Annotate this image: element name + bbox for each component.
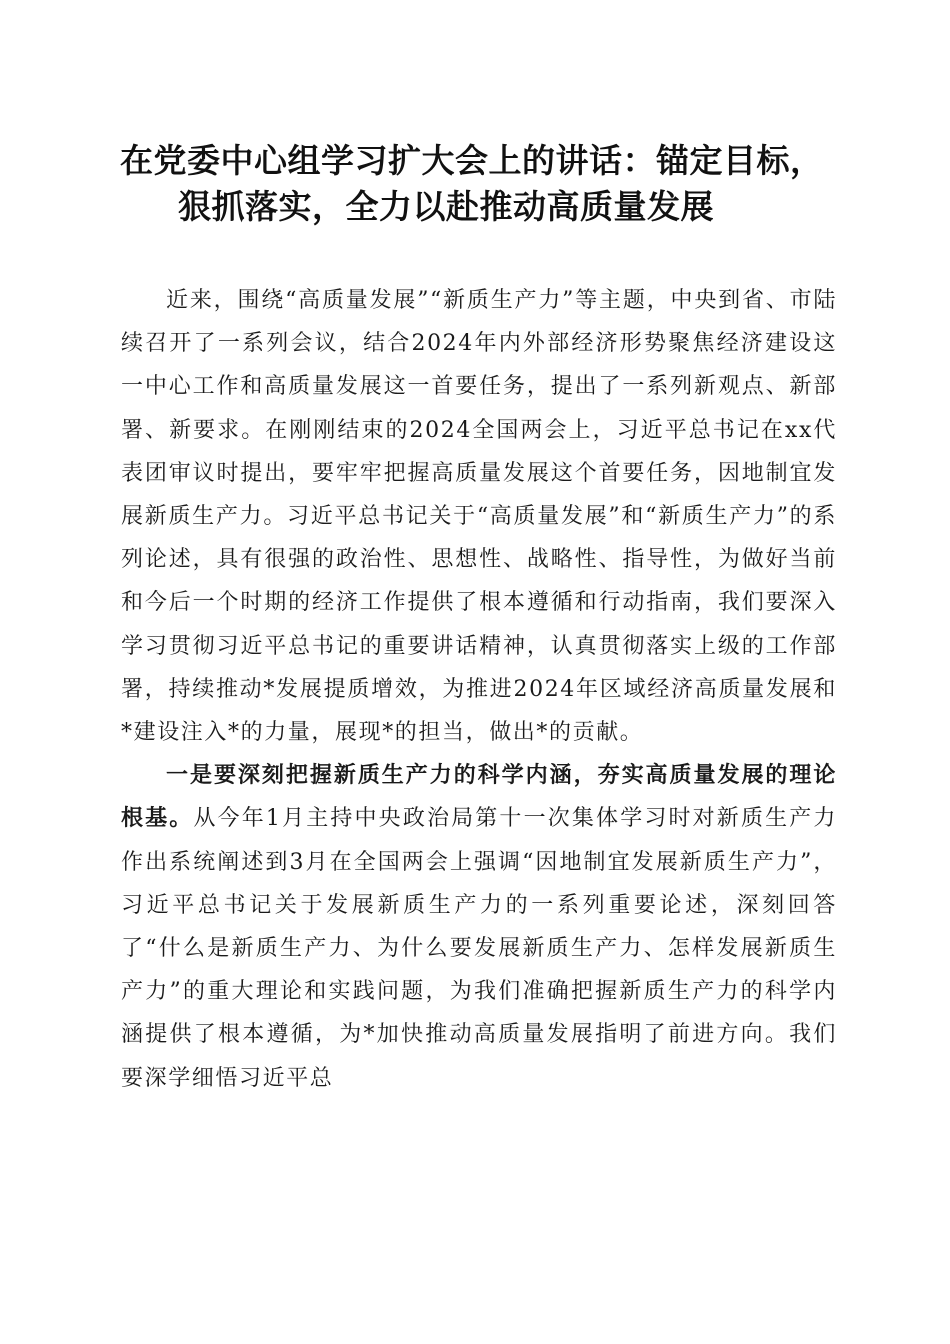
paragraph-point-one <box>121 754 837 1100</box>
paragraph-point-one-body: 从今年1月主持中央政治局第十一次集体学习时对新质生产力作出系统阐述到3月在全国两会上强调“因地制宜发展新质生产力”，习近平总书记关于发展新质生产力的一系列重要论述，深刻回答了“什么是新质生产力、为什么要发展新质生产力、怎样发展新质生产力”的重大理论和实践问题，为我们准确把握新质生产力的科学内涵提供了根本遵循，为*加快推动高质量发展指明了前进方向。我们要深学细悟习近平总 <box>121 806 837 1091</box>
title-line-1: 在党委中心组学习扩大会上的讲话：锚定目标， <box>120 141 824 180</box>
document-title <box>100 138 850 230</box>
paragraph-point-one-lead: 一是要深刻把握新质生产力的科学内涵，夯实高质量发展的理论根基。 <box>121 762 837 832</box>
paragraph-intro: 近来，围绕“高质量发展”“新质生产力”等主题，中央到省、市陆续召开了一系列会议，结合2024年内外部经济形势聚焦经济建设这一中心工作和高质量发展这一首要任务，提出了一系列新观点、新部署、新要求。在刚刚结束的2024全国两会上，习近平总书记在xx代表团审议时提出，要牢牢把握高质量发展这个首要任务，因地制宜发展新质生产力。习近平总书记关于“高质量发展”和“新质生产力”的系列论述，具有很强的政治性、思想性、战略性、指导性，为做好当前和今后一个时期的经济工作提供了根本遵循和行动指南，我们要深入学习贯彻习近平总书记的重要讲话精神，认真贯彻落实上级的工作部署，持续推动*发展提质增效，为推进2024年区域经济高质量发展和*建设注入*的力量，展现*的担当，做出*的贡献。 <box>121 288 837 746</box>
document-body <box>121 279 837 1100</box>
title-line-2: 狠抓落实，全力以赴推动高质量发展 <box>178 187 714 226</box>
